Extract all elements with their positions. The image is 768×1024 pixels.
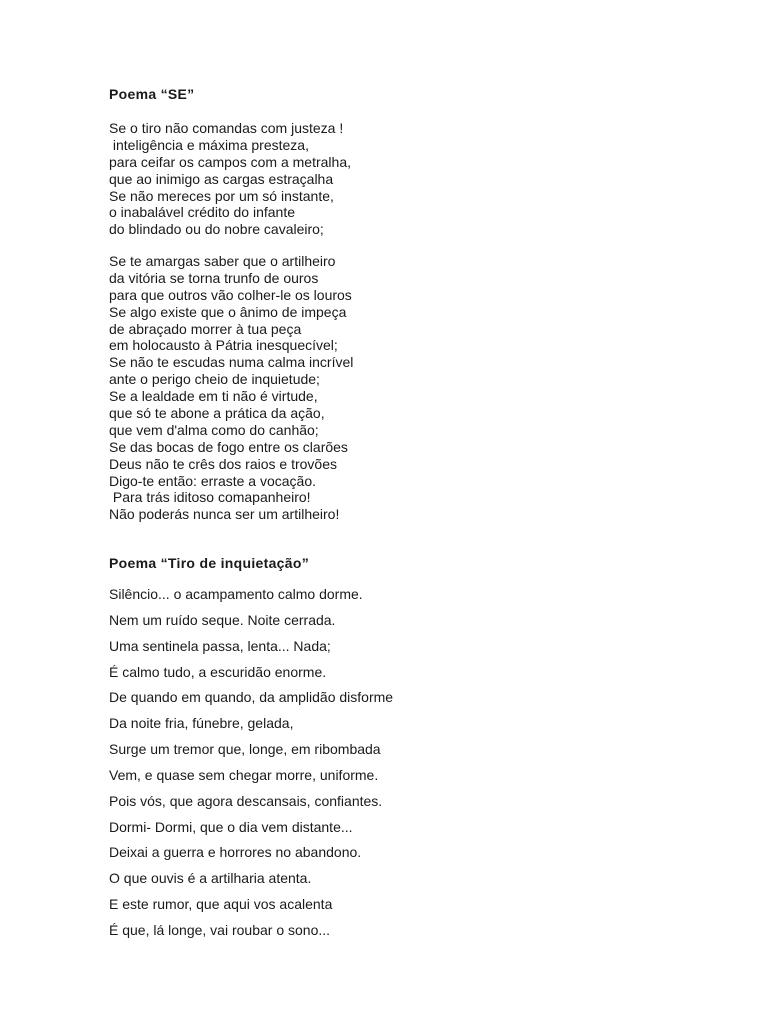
poem-line: inteligência e máxima presteza, <box>109 136 309 153</box>
document-page <box>109 0 729 1024</box>
poem-line: Nem um ruído seque. Noite cerrada. <box>109 611 336 628</box>
poem-line: De quando em quando, da amplidão disforme <box>109 689 394 706</box>
poem-line: para ceifar os campos com a metralha, <box>109 153 351 170</box>
poem-line: o inabalável crédito do infante <box>109 204 296 221</box>
poem-se-stanza-2 <box>109 253 353 523</box>
poem-line: Surge um tremor que, longe, em ribombada <box>109 741 381 758</box>
poem-line: Se te amargas saber que o artilheiro <box>109 253 336 269</box>
poem-line: para que outros vão colher-le os louros <box>109 286 352 303</box>
poem-line: O que ouvis é a artilharia atenta. <box>109 870 312 887</box>
poem-line: Uma sentinela passa, lenta... Nada; <box>109 637 331 654</box>
poem-line: Silêncio... o acampamento calmo dorme. <box>109 586 363 602</box>
poem-title-se: Poema “SE” <box>109 86 195 102</box>
poem-line: que ao inimigo as cargas estraçalha <box>109 170 334 187</box>
poem-line: É calmo tudo, a escuridão enorme. <box>109 663 327 680</box>
poem-line: Se das bocas de fogo entre os clarões <box>109 438 348 455</box>
poem-line: Vem, e quase sem chegar morre, uniforme. <box>109 766 379 783</box>
poem-line: Se a lealdade em ti não é virtude, <box>109 388 318 405</box>
poem-line: do blindado ou do nobre cavaleiro; <box>109 221 324 238</box>
poem-tiro-lines <box>109 582 393 944</box>
poem-line: E este rumor, que aqui vos acalenta <box>109 896 333 913</box>
poem-title-tiro-de-inquietacao: Poema “Tiro de inquietação” <box>109 555 309 571</box>
poem-line: Se não te escudas numa calma incrível <box>109 354 354 371</box>
poem-line: que vem d'alma como do canhão; <box>109 421 319 438</box>
poem-line: de abraçado morrer à tua peça <box>109 320 302 337</box>
poem-line: que só te abone a prática da ação, <box>109 405 325 422</box>
poem-line: Deus não te crês dos raios e trovões <box>109 455 338 472</box>
poem-line: Deixai a guerra e horrores no abandono. <box>109 844 362 861</box>
poem-line: Da noite fria, fúnebre, gelada, <box>109 715 294 732</box>
poem-line: Dormi- Dormi, que o dia vem distante... <box>109 818 353 835</box>
poem-line: Se o tiro não comandas com justeza ! <box>109 120 344 136</box>
poem-line: da vitória se torna trunfo de ouros <box>109 269 319 286</box>
poem-line: Para trás iditoso comapanheiro! <box>109 489 311 506</box>
poem-line: Não poderás nunca ser um artilheiro! <box>109 506 340 523</box>
poem-line: em holocausto à Pátria inesquecível; <box>109 337 338 354</box>
poem-line: É que, lá longe, vai roubar o sono... <box>109 921 331 938</box>
poem-line: Se algo existe que o ânimo de impeça <box>109 303 347 320</box>
poem-line: ante o perigo cheio de inquietude; <box>109 371 320 388</box>
poem-line: Pois vós, que agora descansais, confiantes. <box>109 792 383 809</box>
poem-se-stanza-1 <box>109 120 351 238</box>
poem-line: Digo-te então: erraste a vocação. <box>109 472 317 489</box>
poem-line: Se não mereces por um só instante, <box>109 187 334 204</box>
